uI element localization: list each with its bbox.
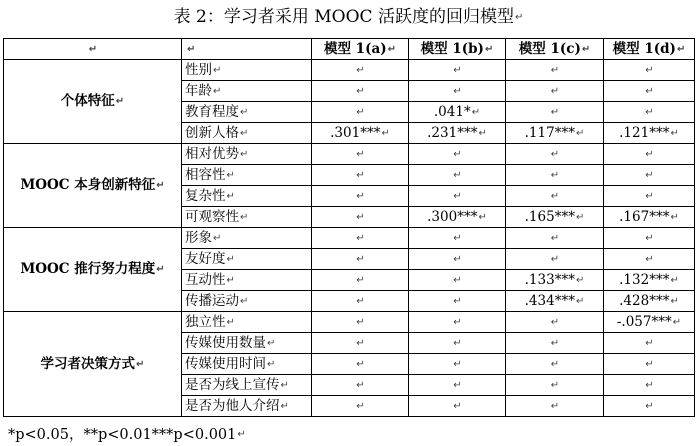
paragraph-mark-icon: ↵ bbox=[213, 85, 222, 97]
paragraph-mark-icon: ↵ bbox=[550, 400, 560, 412]
variable-name: 传媒使用数量↵ bbox=[182, 333, 312, 354]
paragraph-mark-icon: ↵ bbox=[356, 85, 365, 97]
paragraph-mark-icon: ↵ bbox=[356, 337, 365, 349]
coefficient-cell bbox=[409, 186, 506, 207]
table-row bbox=[4, 228, 695, 249]
paragraph-mark-icon: ↵ bbox=[645, 358, 654, 370]
paragraph-mark-icon: ↵ bbox=[226, 169, 235, 181]
paragraph-mark-icon: ↵ bbox=[670, 274, 679, 286]
paragraph-mark-icon: ↵ bbox=[156, 264, 165, 275]
table-row bbox=[4, 60, 695, 81]
paragraph-mark-icon: ↵ bbox=[356, 274, 365, 286]
paragraph-mark-icon: ↵ bbox=[581, 43, 591, 55]
coefficient-cell bbox=[409, 396, 506, 417]
coefficient-cell: .231***↵ bbox=[409, 123, 506, 144]
paragraph-mark-icon: ↵ bbox=[670, 127, 679, 139]
paragraph-mark-icon: ↵ bbox=[645, 253, 654, 265]
coefficient-cell bbox=[312, 354, 409, 375]
paragraph-mark-icon: ↵ bbox=[550, 169, 560, 181]
header-model-a: 模型 1(a)↵ bbox=[312, 39, 409, 60]
paragraph-mark-icon: ↵ bbox=[280, 379, 289, 391]
paragraph-mark-icon: ↵ bbox=[550, 379, 560, 391]
paragraph-mark-icon: ↵ bbox=[356, 106, 365, 118]
paragraph-mark-icon: ↵ bbox=[187, 43, 196, 55]
paragraph-mark-icon: ↵ bbox=[356, 211, 365, 223]
coefficient-cell bbox=[604, 144, 695, 165]
header-cell-blank bbox=[182, 39, 312, 60]
paragraph-mark-icon: ↵ bbox=[356, 400, 365, 412]
coefficient-cell bbox=[409, 249, 506, 270]
paragraph-mark-icon: ↵ bbox=[453, 232, 462, 244]
variable-name: 传播运动↵ bbox=[182, 291, 312, 312]
regression-table bbox=[3, 38, 695, 417]
coefficient-cell: .117***↵ bbox=[506, 123, 604, 144]
coefficient-cell: .434***↵ bbox=[506, 291, 604, 312]
coefficient-cell bbox=[506, 186, 604, 207]
coefficient-cell bbox=[312, 396, 409, 417]
coefficient-cell: .133***↵ bbox=[506, 270, 604, 291]
coefficient-cell bbox=[312, 249, 409, 270]
group-label: MOOC 本身创新特征↵ bbox=[4, 144, 182, 228]
paragraph-mark-icon: ↵ bbox=[356, 295, 365, 307]
paragraph-mark-icon: ↵ bbox=[356, 148, 365, 160]
coefficient-cell bbox=[409, 375, 506, 396]
table-row bbox=[4, 312, 695, 333]
coefficient-cell bbox=[312, 291, 409, 312]
paragraph-mark-icon: ↵ bbox=[356, 316, 365, 328]
paragraph-mark-icon: ↵ bbox=[240, 211, 249, 223]
coefficient-cell: .132***↵ bbox=[604, 270, 695, 291]
paragraph-mark-icon: ↵ bbox=[550, 337, 560, 349]
coefficient-cell bbox=[506, 165, 604, 186]
paragraph-mark-icon: ↵ bbox=[356, 169, 365, 181]
paragraph-mark-icon: ↵ bbox=[645, 400, 654, 412]
coefficient-cell bbox=[604, 60, 695, 81]
variable-name: 性别↵ bbox=[182, 60, 312, 81]
paragraph-mark-icon: ↵ bbox=[88, 43, 98, 55]
paragraph-mark-icon: ↵ bbox=[115, 96, 125, 107]
coefficient-cell bbox=[312, 270, 409, 291]
coefficient-cell: -.057***↵ bbox=[604, 312, 695, 333]
paragraph-mark-icon: ↵ bbox=[356, 358, 365, 370]
paragraph-mark-icon: ↵ bbox=[356, 253, 365, 265]
coefficient-cell bbox=[409, 312, 506, 333]
table-row bbox=[4, 144, 695, 165]
paragraph-mark-icon: ↵ bbox=[387, 43, 396, 55]
coefficient-cell bbox=[409, 333, 506, 354]
coefficient-cell bbox=[506, 333, 604, 354]
coefficient-cell bbox=[604, 396, 695, 417]
paragraph-mark-icon: ↵ bbox=[453, 169, 462, 181]
header-row bbox=[4, 39, 695, 60]
group-label: MOOC 推行努力程度↵ bbox=[4, 228, 182, 312]
coefficient-cell bbox=[312, 102, 409, 123]
paragraph-mark-icon: ↵ bbox=[453, 400, 462, 412]
coefficient-cell bbox=[312, 165, 409, 186]
variable-name: 形象↵ bbox=[182, 228, 312, 249]
header-cell-blank bbox=[4, 39, 182, 60]
table-body bbox=[4, 39, 695, 417]
paragraph-mark-icon: ↵ bbox=[237, 429, 246, 440]
coefficient-cell bbox=[506, 375, 604, 396]
paragraph-mark-icon: ↵ bbox=[453, 253, 462, 265]
paragraph-mark-icon: ↵ bbox=[514, 11, 524, 23]
paragraph-mark-icon: ↵ bbox=[672, 316, 682, 328]
paragraph-mark-icon: ↵ bbox=[267, 358, 276, 370]
variable-name: 独立性↵ bbox=[182, 312, 312, 333]
group-label: 个体特征↵ bbox=[4, 60, 182, 144]
coefficient-cell bbox=[506, 144, 604, 165]
coefficient-cell bbox=[604, 375, 695, 396]
paragraph-mark-icon: ↵ bbox=[453, 316, 462, 328]
coefficient-cell bbox=[409, 291, 506, 312]
coefficient-cell bbox=[409, 60, 506, 81]
paragraph-mark-icon: ↵ bbox=[550, 358, 560, 370]
paragraph-mark-icon: ↵ bbox=[550, 106, 560, 118]
coefficient-cell: .301***↵ bbox=[312, 123, 409, 144]
coefficient-cell: .167***↵ bbox=[604, 207, 695, 228]
paragraph-mark-icon: ↵ bbox=[676, 43, 686, 55]
paragraph-mark-icon: ↵ bbox=[240, 295, 249, 307]
paragraph-mark-icon: ↵ bbox=[356, 190, 365, 202]
paragraph-mark-icon: ↵ bbox=[226, 316, 235, 328]
coefficient-cell bbox=[312, 186, 409, 207]
paragraph-mark-icon: ↵ bbox=[453, 85, 462, 97]
coefficient-cell bbox=[604, 354, 695, 375]
paragraph-mark-icon: ↵ bbox=[453, 274, 462, 286]
variable-name: 互动性↵ bbox=[182, 270, 312, 291]
coefficient-cell bbox=[506, 102, 604, 123]
paragraph-mark-icon: ↵ bbox=[645, 232, 654, 244]
paragraph-mark-icon: ↵ bbox=[645, 106, 654, 118]
paragraph-mark-icon: ↵ bbox=[670, 211, 679, 223]
variable-name: 创新人格↵ bbox=[182, 123, 312, 144]
paragraph-mark-icon: ↵ bbox=[240, 127, 249, 139]
coefficient-cell bbox=[604, 186, 695, 207]
variable-name: 可观察性↵ bbox=[182, 207, 312, 228]
paragraph-mark-icon: ↵ bbox=[550, 232, 560, 244]
paragraph-mark-icon: ↵ bbox=[645, 337, 654, 349]
paragraph-mark-icon: ↵ bbox=[280, 400, 289, 412]
variable-name: 复杂性↵ bbox=[182, 186, 312, 207]
variable-name: 教育程度↵ bbox=[182, 102, 312, 123]
paragraph-mark-icon: ↵ bbox=[453, 379, 462, 391]
paragraph-mark-icon: ↵ bbox=[645, 379, 654, 391]
coefficient-cell bbox=[604, 228, 695, 249]
coefficient-cell bbox=[604, 333, 695, 354]
paragraph-mark-icon: ↵ bbox=[240, 106, 249, 118]
header-model-c: 模型 1(c)↵ bbox=[506, 39, 604, 60]
paragraph-mark-icon: ↵ bbox=[453, 148, 462, 160]
paragraph-mark-icon: ↵ bbox=[471, 106, 481, 118]
table-title: 表 2：学习者采用 MOOC 活跃度的回归模型↵ bbox=[173, 7, 524, 27]
coefficient-cell bbox=[312, 312, 409, 333]
paragraph-mark-icon: ↵ bbox=[226, 274, 235, 286]
paragraph-mark-icon: ↵ bbox=[575, 127, 585, 139]
paragraph-mark-icon: ↵ bbox=[550, 85, 560, 97]
paragraph-mark-icon: ↵ bbox=[550, 253, 560, 265]
paragraph-mark-icon: ↵ bbox=[645, 190, 654, 202]
paragraph-mark-icon: ↵ bbox=[213, 64, 222, 76]
coefficient-cell bbox=[312, 228, 409, 249]
paragraph-mark-icon: ↵ bbox=[645, 64, 654, 76]
paragraph-mark-icon: ↵ bbox=[453, 337, 462, 349]
paragraph-mark-icon: ↵ bbox=[267, 337, 276, 349]
variable-name: 相容性↵ bbox=[182, 165, 312, 186]
coefficient-cell bbox=[506, 81, 604, 102]
paragraph-mark-icon: ↵ bbox=[550, 190, 560, 202]
coefficient-cell bbox=[409, 228, 506, 249]
paragraph-mark-icon: ↵ bbox=[356, 379, 365, 391]
paragraph-mark-icon: ↵ bbox=[453, 358, 462, 370]
paragraph-mark-icon: ↵ bbox=[136, 358, 145, 370]
paragraph-mark-icon: ↵ bbox=[550, 316, 560, 328]
paragraph-mark-icon: ↵ bbox=[645, 169, 654, 181]
coefficient-cell bbox=[506, 396, 604, 417]
paragraph-mark-icon: ↵ bbox=[575, 295, 585, 307]
paragraph-mark-icon: ↵ bbox=[356, 232, 365, 244]
header-model-d: 模型 1(d)↵ bbox=[604, 39, 695, 60]
coefficient-cell bbox=[312, 207, 409, 228]
paragraph-mark-icon: ↵ bbox=[478, 127, 487, 139]
paragraph-mark-icon: ↵ bbox=[226, 190, 235, 202]
paragraph-mark-icon: ↵ bbox=[213, 232, 222, 244]
coefficient-cell: .041*↵ bbox=[409, 102, 506, 123]
paragraph-mark-icon: ↵ bbox=[478, 211, 487, 223]
variable-name: 是否为线上宣传↵ bbox=[182, 375, 312, 396]
paragraph-mark-icon: ↵ bbox=[550, 148, 560, 160]
coefficient-cell bbox=[506, 228, 604, 249]
coefficient-cell bbox=[312, 144, 409, 165]
coefficient-cell bbox=[506, 249, 604, 270]
paragraph-mark-icon: ↵ bbox=[381, 127, 390, 139]
paragraph-mark-icon: ↵ bbox=[453, 295, 462, 307]
coefficient-cell bbox=[409, 144, 506, 165]
variable-name: 友好度↵ bbox=[182, 249, 312, 270]
paragraph-mark-icon: ↵ bbox=[575, 274, 585, 286]
variable-name: 相对优势↵ bbox=[182, 144, 312, 165]
variable-name: 传媒使用时间↵ bbox=[182, 354, 312, 375]
coefficient-cell: .428***↵ bbox=[604, 291, 695, 312]
coefficient-cell bbox=[312, 81, 409, 102]
significance-footnote: *p<0.05，**p<0.01***p<0.001↵ bbox=[8, 427, 246, 443]
coefficient-cell bbox=[604, 249, 695, 270]
paragraph-mark-icon: ↵ bbox=[156, 180, 165, 191]
variable-name: 是否为他人介绍↵ bbox=[182, 396, 312, 417]
coefficient-cell bbox=[506, 354, 604, 375]
paragraph-mark-icon: ↵ bbox=[356, 64, 365, 76]
paragraph-mark-icon: ↵ bbox=[670, 295, 679, 307]
group-label: 学习者决策方式↵ bbox=[4, 312, 182, 417]
coefficient-cell bbox=[506, 312, 604, 333]
header-model-b: 模型 1(b)↵ bbox=[409, 39, 506, 60]
paragraph-mark-icon: ↵ bbox=[240, 148, 249, 160]
coefficient-cell bbox=[312, 333, 409, 354]
coefficient-cell bbox=[409, 81, 506, 102]
coefficient-cell bbox=[312, 375, 409, 396]
paragraph-mark-icon: ↵ bbox=[550, 64, 560, 76]
paragraph-mark-icon: ↵ bbox=[575, 211, 585, 223]
coefficient-cell bbox=[409, 165, 506, 186]
coefficient-cell: .121***↵ bbox=[604, 123, 695, 144]
paragraph-mark-icon: ↵ bbox=[453, 64, 462, 76]
coefficient-cell bbox=[604, 102, 695, 123]
coefficient-cell bbox=[409, 354, 506, 375]
coefficient-cell bbox=[409, 270, 506, 291]
coefficient-cell bbox=[312, 60, 409, 81]
variable-name: 年龄↵ bbox=[182, 81, 312, 102]
paragraph-mark-icon: ↵ bbox=[484, 43, 494, 55]
paragraph-mark-icon: ↵ bbox=[645, 85, 654, 97]
paragraph-mark-icon: ↵ bbox=[226, 253, 235, 265]
paragraph-mark-icon: ↵ bbox=[645, 148, 654, 160]
coefficient-cell: .165***↵ bbox=[506, 207, 604, 228]
coefficient-cell bbox=[604, 81, 695, 102]
coefficient-cell: .300***↵ bbox=[409, 207, 506, 228]
coefficient-cell bbox=[506, 60, 604, 81]
coefficient-cell bbox=[604, 165, 695, 186]
paragraph-mark-icon: ↵ bbox=[453, 190, 462, 202]
